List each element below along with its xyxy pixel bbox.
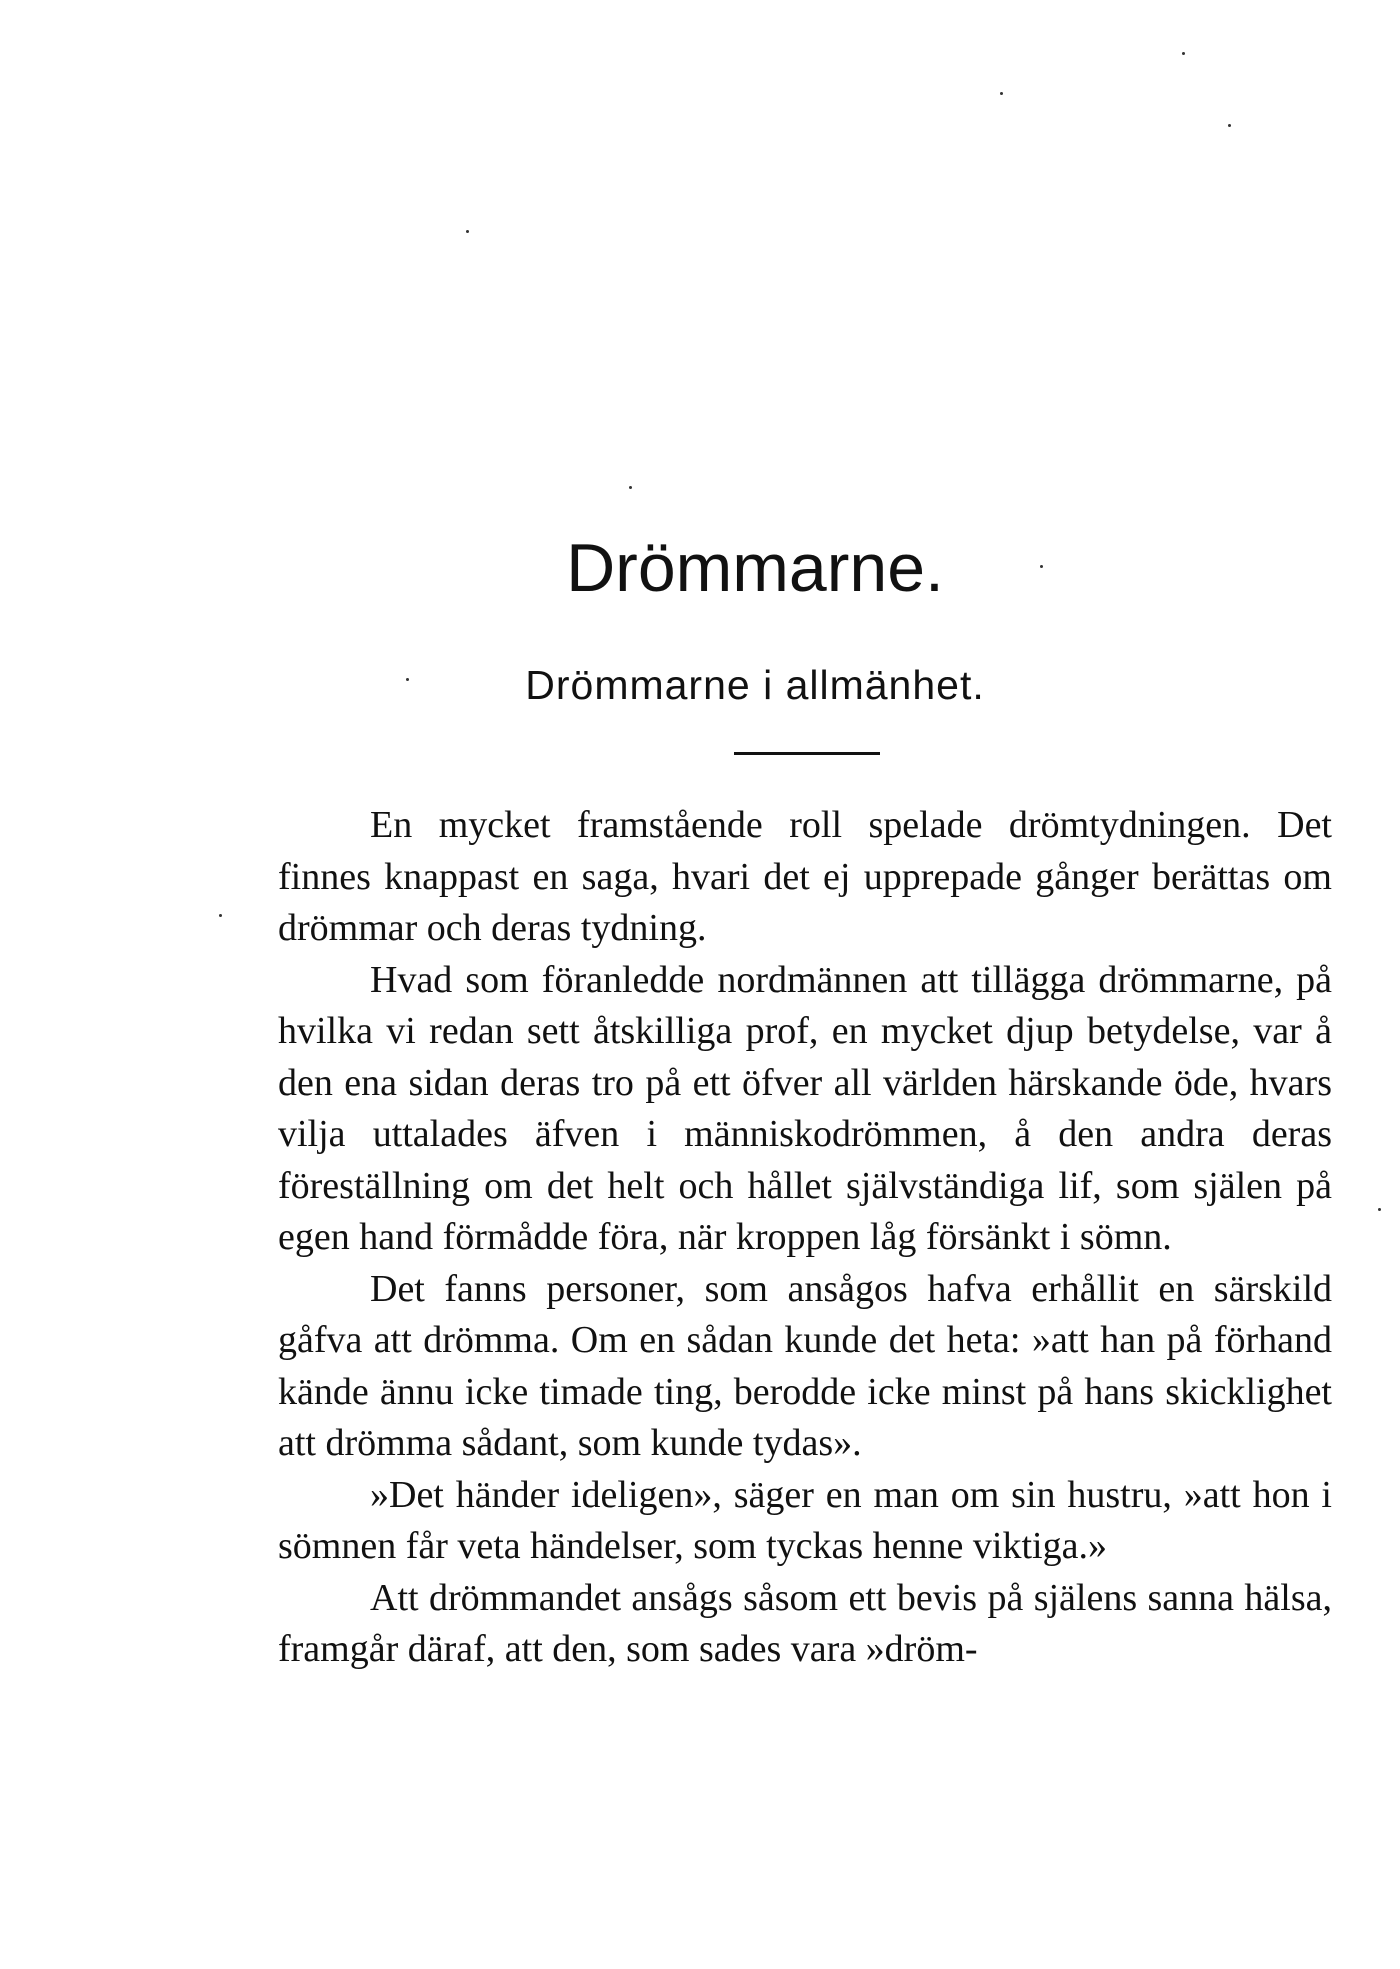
scan-speck: [406, 678, 409, 681]
paragraph-5: Att drömmandet ansågs såsom ett bevis på själens sanna hälsa, framgår däraf, att den, som sades vara »dröm-: [278, 1576, 1332, 1670]
section-divider: [734, 752, 880, 755]
scan-speck: [629, 486, 632, 489]
scan-speck: [1000, 92, 1003, 95]
body-text: [278, 800, 1332, 1676]
chapter-title: Drömmarne.: [566, 530, 944, 606]
scan-speck: [1182, 52, 1185, 55]
scan-speck: [1378, 1208, 1381, 1211]
scan-speck: [1040, 565, 1043, 568]
scan-speck: [466, 230, 469, 233]
paragraph-2: Hvad som föranledde nordmännen att tillägga drömmarne, på hvilka vi redan sett åtskilliga prof, en mycket djup betydelse, var å den ena sidan deras tro på ett öfver all världen härskande öde, hvars vilja uttalades äfven i människodrömmen, å den andra deras föreställning om det helt och hållet självständiga lif, som själen på egen hand förmådde föra, när kroppen låg försänkt i sömn.: [278, 958, 1332, 1258]
scan-speck: [219, 914, 222, 917]
section-subtitle: Drömmarne i allmänhet.: [525, 662, 985, 708]
scan-speck: [1228, 124, 1231, 127]
paragraph-3: Det fanns personer, som ansågos hafva erhållit en särskild gåfva att drömma. Om en sådan kunde det heta: »att han på förhand kände ännu icke timade ting, berodde icke minst på hans skicklighet att drömma sådant, som kunde tydas».: [278, 1267, 1332, 1464]
paragraph-4: »Det händer ideligen», säger en man om sin hustru, »att hon i sömnen får veta händelser, som tyckas henne viktiga.»: [278, 1473, 1332, 1567]
paragraph-1: En mycket framstående roll spelade drömtydningen. Det finnes knappast en saga, hvari det ej upprepade gånger berättas om drömmar och deras tydning.: [278, 804, 1332, 949]
